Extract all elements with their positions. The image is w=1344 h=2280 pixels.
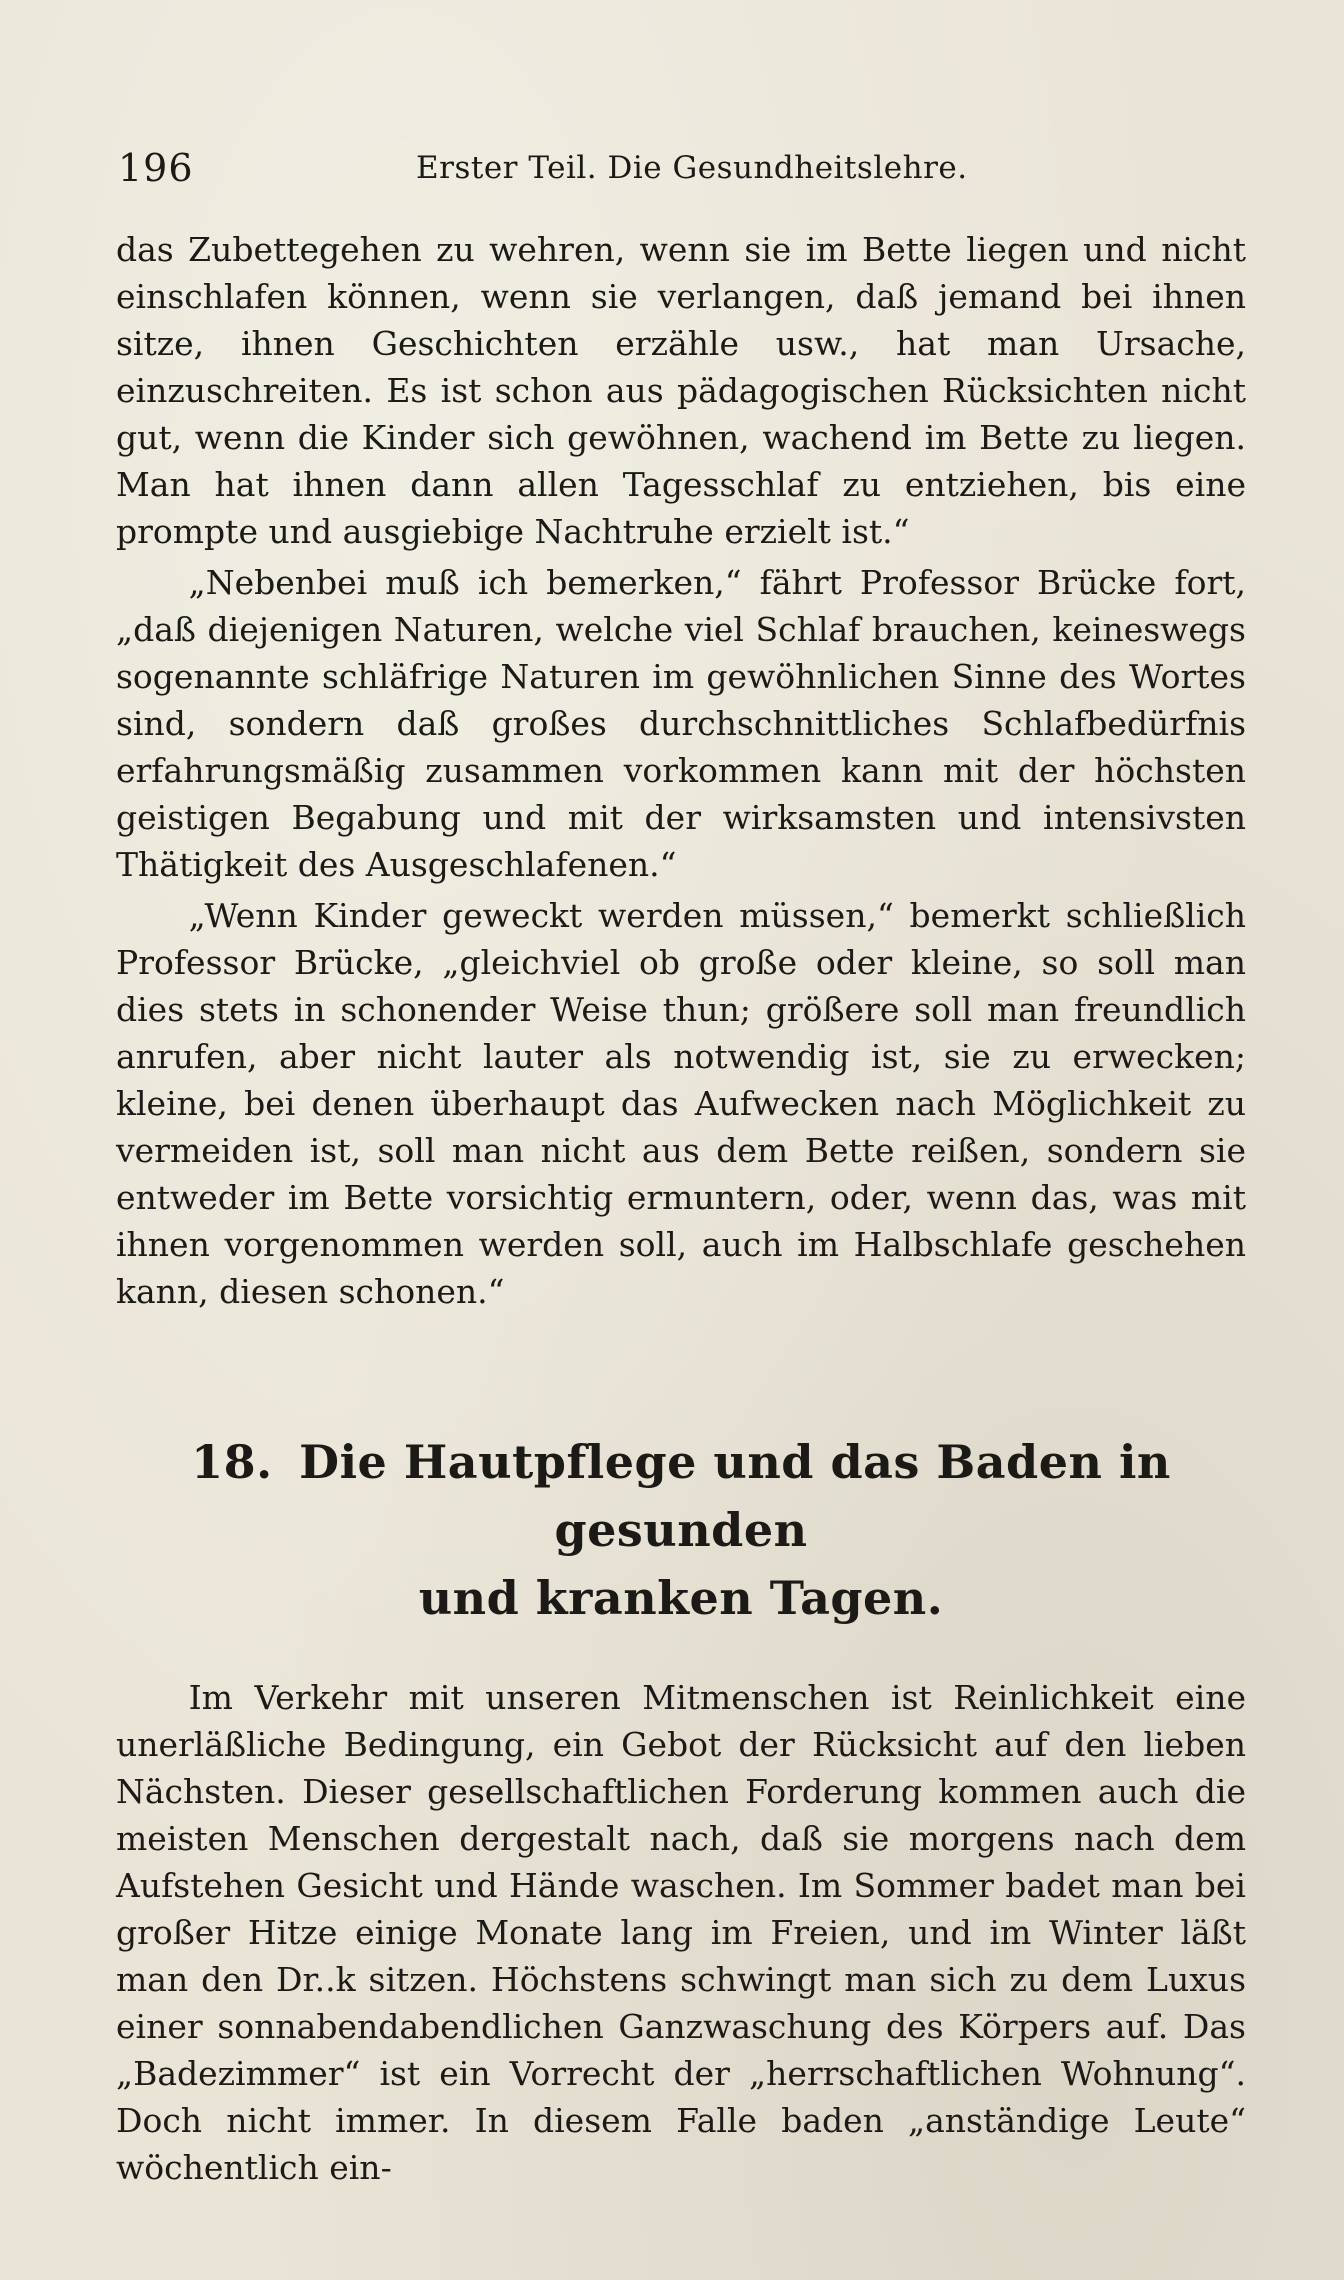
section-paragraph: Im Verkehr mit unseren Mitmenschen ist Reinlichkeit eine unerläßliche Bedingung, ein Gebot der Rücksicht auf den lieben Nächsten. Dieser gesellschaftlichen Forderung kommen auch die meisten Menschen dergestalt nach, daß sie morgens nach dem Aufstehen Gesicht und Hände waschen. Im Sommer badet man bei großer Hitze einige Monate lang im Freien, und im Winter läßt man den Dr..k sitzen. Höchstens schwingt man sich zu dem Luxus einer sonnabendabendlichen Ganzwaschung des Körpers auf. Das „Badezimmer“ ist ein Vorrecht der „herrschaftlichen Wohnung“. Doch nicht immer. In diesem Falle baden „anständige Leute“ wöchentlich ein- xyxy=(116,1678,1246,2187)
running-head-title: Erster Teil. Die Gesundheitslehre. xyxy=(416,150,968,186)
section-body xyxy=(116,1674,1246,2191)
section-title-line2: und kranken Tagen. xyxy=(418,1571,944,1625)
section-number: 18. xyxy=(191,1435,273,1489)
page-number: 196 xyxy=(118,146,194,190)
running-head xyxy=(118,138,1248,198)
section-18 xyxy=(116,1428,1246,2191)
paragraph-1: das Zubettegehen zu wehren, wenn sie im Bette liegen und nicht einschlafen können, wenn sie verlangen, daß jemand bei ihnen sitze, ihnen Geschichten erzähle usw., hat man Ursache, einzuschreiten. Es ist schon aus pädagogischen Rücksichten nicht gut, wenn die Kinder sich gewöhnen, wachend im Bette zu liegen. Man hat ihnen dann allen Tagesschlaf zu entziehen, bis eine prompte und ausgiebige Nachtruhe erzielt ist.“ xyxy=(116,230,1246,551)
body-text xyxy=(116,226,1246,1315)
paragraph-3: „Wenn Kinder geweckt werden müssen,“ bemerkt schließlich Professor Brücke, „gleichviel ob große oder kleine, so soll man dies stets in schonender Weise thun; größere soll man freundlich anrufen, aber nicht lauter als notwendig ist, sie zu erwecken; kleine, bei denen überhaupt das Aufwecken nach Möglichkeit zu vermeiden ist, soll man nicht aus dem Bette reißen, sondern sie entweder im Bette vorsichtig ermuntern, oder, wenn das, was mit ihnen vorgenommen werden soll, auch im Halbschlafe geschehen kann, diesen schonen.“ xyxy=(116,896,1246,1311)
section-heading xyxy=(116,1428,1246,1632)
section-title-line1: Die Hautpflege und das Baden in gesunden xyxy=(299,1435,1171,1557)
paragraph-2: „Nebenbei muß ich bemerken,“ fährt Professor Brücke fort, „daß diejenigen Naturen, welche viel Schlaf brauchen, keineswegs sogenannte schläfrige Naturen im gewöhnlichen Sinne des Wortes sind, sondern daß großes durchschnittliches Schlafbedürfnis erfahrungsmäßig zusammen vorkommen kann mit der höchsten geistigen Begabung und mit der wirksamsten und intensivsten Thätigkeit des Ausgeschlafenen.“ xyxy=(116,563,1246,884)
